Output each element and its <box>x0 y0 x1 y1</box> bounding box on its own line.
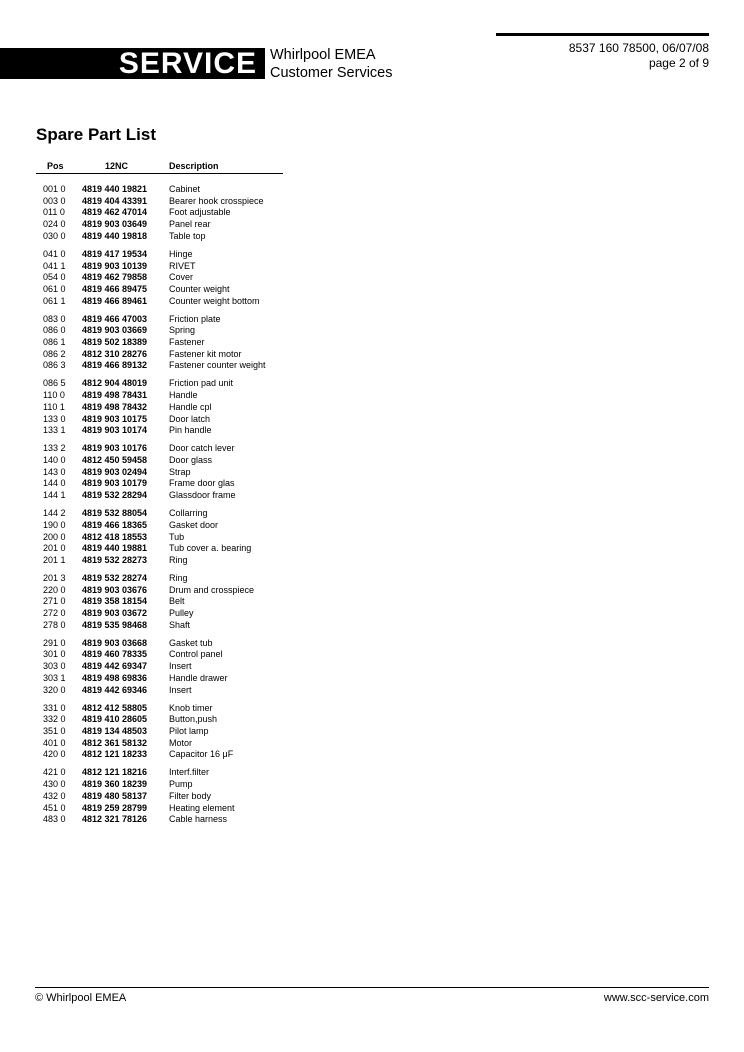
part-position: 110 1 <box>43 401 65 412</box>
document-reference: 8537 160 78500, 06/07/08 <box>568 41 709 55</box>
part-description: Knob timer <box>169 702 213 713</box>
part-description: Pilot lamp <box>169 726 209 736</box>
part-description: Belt <box>169 596 185 607</box>
part-number: 4819 440 19821 <box>82 184 148 194</box>
table-row <box>0 467 320 479</box>
part-number: 4819 442 69346 <box>82 684 148 695</box>
part-description: Panel rear <box>169 219 211 230</box>
table-row <box>0 803 320 815</box>
part-number: 4819 466 89461 <box>82 295 148 306</box>
part-number: 4819 903 10174 <box>82 425 148 436</box>
part-position: 483 0 <box>43 814 66 825</box>
part-description: Pin handle <box>169 425 212 436</box>
part-position: 451 0 <box>43 802 66 813</box>
table-row <box>0 249 320 261</box>
part-description: Ring <box>169 572 188 583</box>
part-description: Bearer hook crosspiece <box>169 195 264 206</box>
part-group <box>0 378 320 436</box>
part-position: 083 0 <box>43 313 66 324</box>
part-description: Spring <box>169 325 196 336</box>
part-position: 432 0 <box>43 790 66 801</box>
part-description: Cover <box>169 272 194 283</box>
header-rule <box>496 33 709 36</box>
part-number: 4819 442 69347 <box>82 661 148 672</box>
table-row <box>0 555 320 567</box>
table-row <box>0 378 320 390</box>
part-position: 024 0 <box>43 219 66 230</box>
part-description: Hinge <box>169 248 193 259</box>
part-description: Foot adjustable <box>169 207 231 218</box>
table-row <box>0 791 320 803</box>
table-row <box>0 390 320 402</box>
part-number: 4819 903 03676 <box>82 584 148 595</box>
part-number: 4819 532 28274 <box>82 572 148 583</box>
table-row <box>0 207 320 219</box>
table-row <box>0 231 320 243</box>
table-row <box>0 490 320 502</box>
table-row <box>0 814 320 826</box>
table-row <box>0 685 320 697</box>
part-number: 4819 903 02494 <box>82 466 148 477</box>
table-row <box>0 443 320 455</box>
company-block <box>270 46 392 82</box>
part-position: 001 0 <box>43 184 66 194</box>
table-row <box>0 520 320 532</box>
part-description: Door latch <box>169 413 211 424</box>
footer-rule <box>35 987 709 988</box>
part-description: Ring <box>169 554 188 565</box>
part-position: 061 1 <box>43 295 66 306</box>
part-description: Insert <box>169 684 192 695</box>
part-position: 133 0 <box>43 413 66 424</box>
part-position: 201 3 <box>43 572 66 583</box>
part-description: Pulley <box>169 608 194 619</box>
part-description: Motor <box>169 737 193 748</box>
part-position: 332 0 <box>43 714 66 725</box>
part-description: Control panel <box>169 649 223 660</box>
part-position: 143 0 <box>43 466 66 477</box>
part-position: 041 0 <box>43 248 66 259</box>
part-number: 4819 440 19818 <box>82 230 148 241</box>
page-title: Spare Part List <box>36 125 156 144</box>
part-number: 4819 462 47014 <box>82 207 148 218</box>
part-number: 4812 904 48019 <box>82 378 148 389</box>
part-number: 4819 903 03649 <box>82 219 148 230</box>
part-number: 4819 498 69836 <box>82 672 148 683</box>
part-number: 4812 321 78126 <box>82 814 148 825</box>
company-department: Customer Services <box>270 65 393 81</box>
part-position: 086 2 <box>43 348 66 359</box>
part-description: Capacitor 16 μF <box>169 749 234 760</box>
part-position: 030 0 <box>43 230 66 241</box>
part-number: 4819 466 89475 <box>82 283 148 294</box>
part-position: 061 0 <box>43 283 66 294</box>
table-row <box>0 573 320 585</box>
table-row <box>0 726 320 738</box>
table-row <box>0 184 320 196</box>
part-description: Handle cpl <box>169 401 212 412</box>
part-number: 4819 466 18365 <box>82 519 148 530</box>
part-description: Filter body <box>169 790 212 801</box>
part-number: 4819 903 10176 <box>82 443 148 454</box>
table-row <box>0 779 320 791</box>
table-header-rule <box>36 173 283 174</box>
part-group <box>0 573 320 631</box>
part-description: Table top <box>169 230 206 241</box>
table-row <box>0 402 320 414</box>
part-description: Fastener <box>169 337 205 348</box>
part-description: Frame door glas <box>169 478 235 489</box>
company-name: Whirlpool EMEA <box>270 47 376 63</box>
part-number: 4819 532 28294 <box>82 490 148 501</box>
part-position: 201 1 <box>43 554 66 565</box>
part-number: 4819 480 58137 <box>82 790 148 801</box>
part-number: 4819 498 78431 <box>82 390 148 401</box>
part-position: 086 0 <box>43 325 66 336</box>
part-description: Tub <box>169 531 185 542</box>
table-row <box>0 360 320 372</box>
part-number: 4819 358 18154 <box>82 596 148 607</box>
part-description: Handle <box>169 390 198 401</box>
part-position: 140 0 <box>43 455 66 465</box>
part-position: 271 0 <box>43 596 66 607</box>
table-row <box>0 620 320 632</box>
part-number: 4812 418 18553 <box>82 531 148 542</box>
part-position: 133 2 <box>43 443 66 454</box>
part-position: 351 0 <box>43 726 66 736</box>
part-description: Gasket door <box>169 519 219 530</box>
part-position: 086 3 <box>43 360 66 371</box>
footer-copyright: © Whirlpool EMEA <box>35 992 127 1004</box>
part-position: 201 0 <box>43 543 66 554</box>
part-description: Collarring <box>169 508 208 519</box>
column-header-12nc: 12NC <box>105 161 129 171</box>
part-number: 4812 121 18233 <box>82 749 148 760</box>
part-description: Gasket tub <box>169 637 213 648</box>
part-description: Counter weight bottom <box>169 295 260 306</box>
part-number: 4819 410 28605 <box>82 714 148 725</box>
part-description: Button,push <box>169 714 218 725</box>
part-number: 4819 903 03672 <box>82 608 148 619</box>
part-number: 4819 404 43391 <box>82 195 148 206</box>
part-number: 4819 903 10175 <box>82 413 148 424</box>
table-row <box>0 508 320 520</box>
table-row <box>0 261 320 273</box>
table-row <box>0 673 320 685</box>
part-position: 220 0 <box>43 584 66 595</box>
part-number: 4819 417 19534 <box>82 248 148 259</box>
part-position: 272 0 <box>43 608 66 619</box>
part-position: 331 0 <box>43 702 66 713</box>
part-position: 430 0 <box>43 779 66 790</box>
part-group <box>0 767 320 825</box>
part-description: Strap <box>169 466 191 477</box>
part-group <box>0 638 320 696</box>
parts-table <box>0 184 320 832</box>
table-row <box>0 272 320 284</box>
part-number: 4819 440 19881 <box>82 543 148 554</box>
part-group <box>0 249 320 307</box>
part-description: Insert <box>169 661 192 672</box>
part-description: Tub cover a. bearing <box>169 543 252 554</box>
part-description: Drum and crosspiece <box>169 584 255 595</box>
part-number: 4819 466 47003 <box>82 313 148 324</box>
part-description: Glassdoor frame <box>169 490 236 501</box>
table-row <box>0 314 320 326</box>
part-number: 4819 903 03669 <box>82 325 148 336</box>
part-position: 301 0 <box>43 649 66 660</box>
table-row <box>0 543 320 555</box>
page-indicator: page 2 of 9 <box>648 56 709 70</box>
part-position: 401 0 <box>43 737 66 748</box>
part-position: 144 2 <box>43 508 66 519</box>
table-row <box>0 455 320 467</box>
part-description: Door catch lever <box>169 443 235 454</box>
part-number: 4819 466 89132 <box>82 360 148 371</box>
part-number: 4812 121 18216 <box>82 767 148 778</box>
part-position: 420 0 <box>43 749 66 760</box>
column-header-description: Description <box>169 161 219 171</box>
table-row <box>0 284 320 296</box>
table-row <box>0 349 320 361</box>
table-row <box>0 532 320 544</box>
part-description: Pump <box>169 779 193 790</box>
part-description: Fastener counter weight <box>169 360 266 371</box>
part-position: 003 0 <box>43 195 66 206</box>
table-row <box>0 585 320 597</box>
part-position: 144 1 <box>43 490 66 501</box>
part-position: 086 1 <box>43 337 66 348</box>
table-row <box>0 337 320 349</box>
part-number: 4819 259 28799 <box>82 802 148 813</box>
service-badge <box>0 48 265 79</box>
document-meta <box>569 41 709 71</box>
part-number: 4819 498 78432 <box>82 401 148 412</box>
part-description: Shaft <box>169 619 191 630</box>
table-row <box>0 296 320 308</box>
part-description: Cable harness <box>169 814 228 825</box>
part-position: 291 0 <box>43 637 66 648</box>
part-number: 4812 450 59458 <box>82 455 148 465</box>
part-number: 4819 532 88054 <box>82 508 148 519</box>
part-number: 4819 903 10139 <box>82 260 148 271</box>
table-row <box>0 425 320 437</box>
part-description: RIVET <box>169 260 196 271</box>
part-description: Cabinet <box>169 184 201 194</box>
part-position: 011 0 <box>43 207 65 218</box>
part-number: 4819 903 03668 <box>82 637 148 648</box>
part-group <box>0 508 320 566</box>
table-row <box>0 749 320 761</box>
table-row <box>0 738 320 750</box>
table-row <box>0 478 320 490</box>
table-row <box>0 608 320 620</box>
part-group <box>0 443 320 501</box>
part-description: Interf.filter <box>169 767 210 778</box>
table-row <box>0 767 320 779</box>
part-position: 303 1 <box>43 672 66 683</box>
part-description: Friction pad unit <box>169 378 234 389</box>
part-group <box>0 314 320 372</box>
part-number: 4819 903 10179 <box>82 478 148 489</box>
part-number: 4819 462 79858 <box>82 272 148 283</box>
part-position: 133 1 <box>43 425 66 436</box>
part-number: 4819 360 18239 <box>82 779 148 790</box>
part-position: 200 0 <box>43 531 66 542</box>
part-position: 041 1 <box>43 260 66 271</box>
table-row <box>0 196 320 208</box>
part-number: 4819 532 28273 <box>82 554 148 565</box>
part-position: 144 0 <box>43 478 66 489</box>
part-group <box>0 184 320 242</box>
part-description: Heating element <box>169 802 235 813</box>
part-description: Fastener kit motor <box>169 348 242 359</box>
part-description: Handle drawer <box>169 672 228 683</box>
table-row <box>0 596 320 608</box>
part-position: 190 0 <box>43 519 66 530</box>
part-description: Door glass <box>169 455 213 465</box>
part-position: 320 0 <box>43 684 66 695</box>
part-position: 278 0 <box>43 619 66 630</box>
part-group <box>0 703 320 761</box>
part-number: 4819 460 78335 <box>82 649 148 660</box>
table-row <box>0 414 320 426</box>
part-description: Counter weight <box>169 283 230 294</box>
table-row <box>0 714 320 726</box>
part-number: 4819 134 48503 <box>82 726 148 736</box>
part-number: 4819 502 18389 <box>82 337 148 348</box>
footer-website: www.scc-service.com <box>603 992 709 1004</box>
part-number: 4812 412 58805 <box>82 702 148 713</box>
table-row <box>0 661 320 673</box>
part-position: 054 0 <box>43 272 66 283</box>
part-number: 4819 535 98468 <box>82 619 148 630</box>
part-number: 4812 310 28276 <box>82 348 148 359</box>
table-row <box>0 325 320 337</box>
part-position: 110 0 <box>43 390 65 401</box>
service-label: SERVICE <box>118 47 257 80</box>
part-position: 421 0 <box>43 767 66 778</box>
table-row <box>0 703 320 715</box>
part-position: 303 0 <box>43 661 66 672</box>
part-description: Friction plate <box>169 313 221 324</box>
part-number: 4812 361 58132 <box>82 737 148 748</box>
table-row <box>0 219 320 231</box>
part-position: 086 5 <box>43 378 66 389</box>
column-header-pos: Pos <box>47 161 64 171</box>
table-row <box>0 649 320 661</box>
table-row <box>0 638 320 650</box>
